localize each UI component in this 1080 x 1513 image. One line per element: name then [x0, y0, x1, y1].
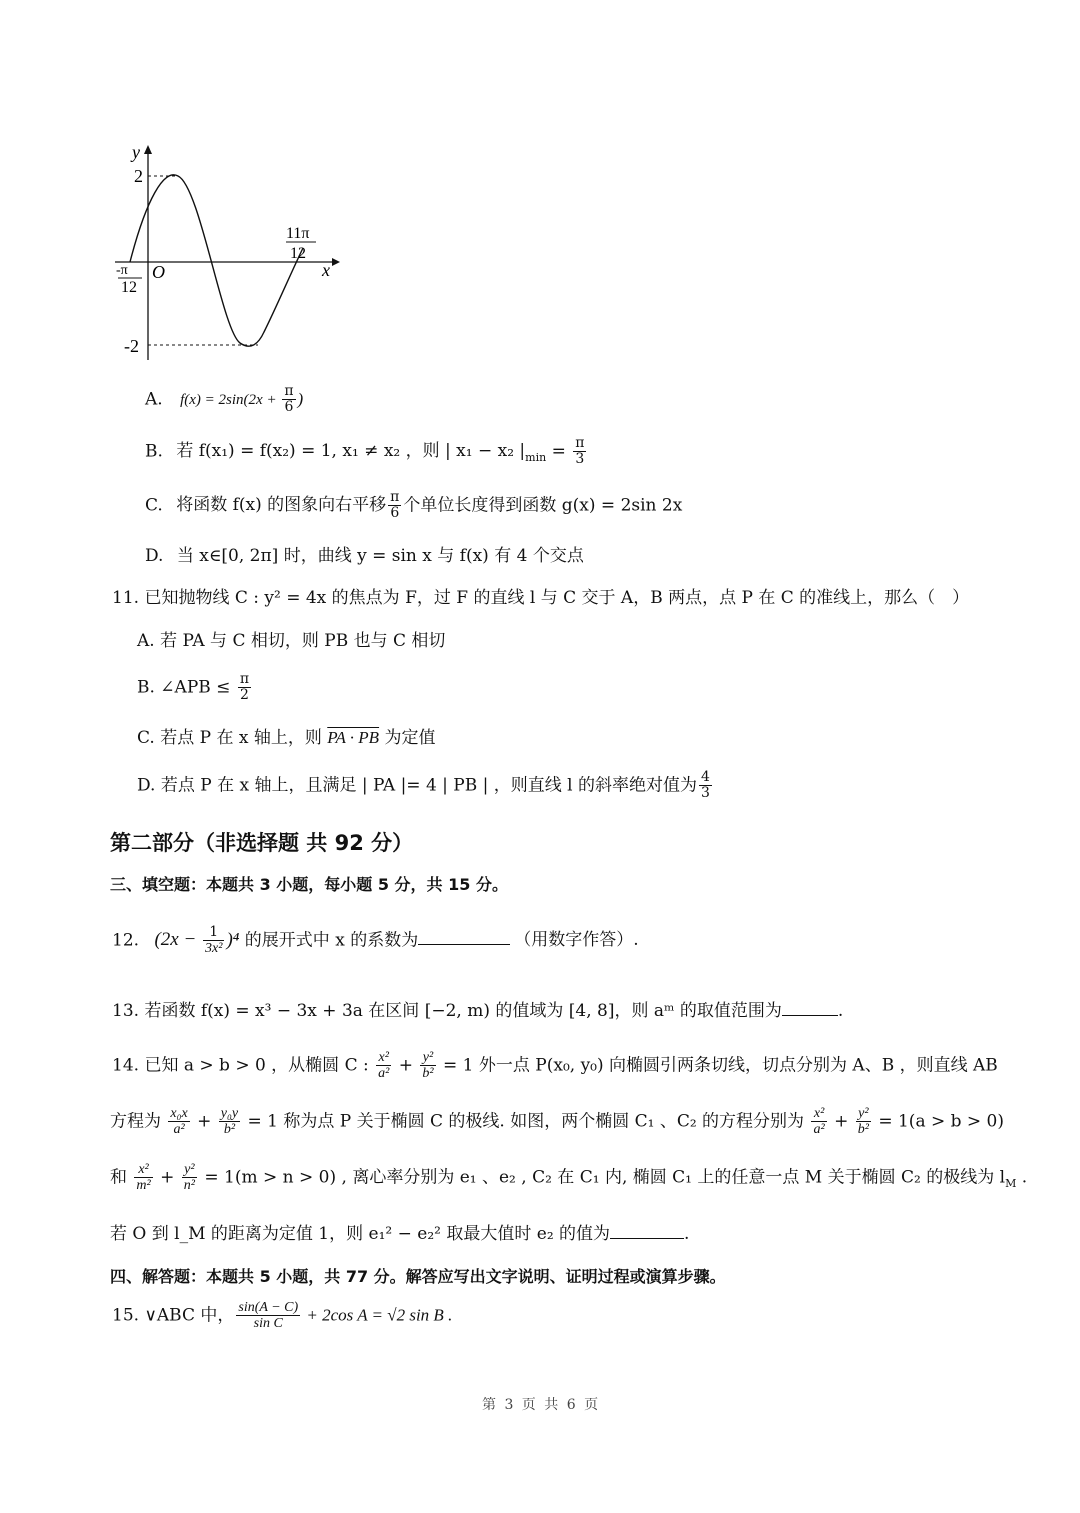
q14-frac-y0y: $\frac{\text{y₀y}}{\text{b²}}$: [220, 1106, 239, 1138]
left-root-label-num: -π: [116, 263, 128, 278]
y-axis-label: y: [132, 142, 140, 162]
right-root-label-num: 11π: [286, 225, 310, 242]
q10-option-c-frac-den: 6: [390, 505, 400, 522]
x-axis-label: x: [322, 260, 330, 280]
q12-expr-pre: (2x −: [154, 929, 202, 951]
q10-option-c-prefix: C.: [145, 495, 163, 516]
q11-option-a: A. 若 PA 与 C 相切，则 PB 也与 C 相切: [137, 631, 446, 651]
q15: [112, 1300, 452, 1332]
section3-heading: 三、填空题：本题共 3 小题，每小题 5 分，共 15 分。: [110, 875, 508, 894]
y-max-label: 2: [134, 166, 143, 186]
sine-graph: [110, 140, 350, 370]
q14-frac-y2b2: $\frac{\text{y²}}{\text{b²}}$: [422, 1050, 434, 1082]
q14-line2-a: 方程为: [110, 1111, 167, 1132]
q10-option-a-frac-den: 6: [284, 399, 294, 416]
q11-option-c-text1: C. 若点 P 在 x 轴上，则: [137, 728, 328, 748]
q11-option-b-frac-den: 2: [239, 687, 249, 704]
q10-option-a-frac-num: π: [284, 383, 294, 399]
left-root-label-den: 12: [121, 279, 137, 296]
q15-frac-den: sin C: [253, 1316, 283, 1332]
q10-option-b: [145, 436, 588, 468]
q14-frac-x2a2: $\frac{\text{x²}}{\text{a²}}$: [378, 1050, 390, 1082]
q11-option-d-text: D. 若点 P 在 x 轴上，且满足 | PA |= 4 | PB | ，则直线 l 的斜率绝对值为: [137, 775, 698, 796]
q11-option-d-frac-num: 4: [701, 769, 710, 785]
q12-frac: [203, 925, 224, 957]
q10-option-d: [145, 545, 584, 567]
q11-option-d: [137, 770, 714, 802]
q10-option-a-prefix: A.: [145, 389, 163, 410]
section4-heading: 四、解答题：本题共 5 小题，共 77 分。解答应写出文字说明、证明过程或演算步骤。: [110, 1267, 726, 1286]
q10-option-c-text2: 个单位长度得到函数 g(x) = 2sin 2x: [403, 495, 683, 516]
q15-text: + 2cos A = √2 sin B .: [302, 1305, 453, 1325]
x-axis-arrow: [332, 258, 340, 266]
origin-label: O: [152, 262, 165, 282]
q12-frac-num: 1: [203, 925, 224, 941]
part2-title: 第二部分（非选择题 共 92 分）: [110, 831, 414, 855]
q14-frac-c1-y: $\frac{\text{y²}}{\text{b²}}$: [857, 1106, 869, 1138]
q10-option-a-text: f(x) = 2sin(2x +: [180, 392, 281, 409]
q14-line1-a: 14. 已知 a > b > 0 ，从椭圆 C :: [112, 1055, 375, 1076]
q12-answer-blank[interactable]: [418, 930, 510, 945]
q12-number: 12.: [112, 930, 140, 951]
q14-line3-a: 和: [110, 1167, 133, 1188]
q13-answer-blank[interactable]: [782, 1001, 838, 1016]
q15-frac: [236, 1300, 300, 1332]
q15-frac-num: sin(A − C): [238, 1300, 299, 1315]
q11-option-b: [137, 672, 253, 704]
q14-answer-blank[interactable]: [610, 1224, 684, 1239]
q12-text: 的展开式中 x 的系数为: [239, 930, 419, 951]
q14-line4-suffix: .: [684, 1224, 690, 1244]
q12-frac-den: 3x²: [205, 941, 223, 957]
page-footer: 第 3 页 共 6 页: [482, 1397, 601, 1413]
q14-line2: 方程为 $\frac{\text{x₀x}}{\text{a²}}$ + $\frac{\text{y₀y}}{\text{b²}}$ = 1 称为点 P 关于椭圆 C 的极线. 如图，两个椭圆 C₁ 、C₂ 的方程分别为 $\frac{\text{x²}}{\text{a²}}$ + $\frac{\text{y²}}{\text{b²}}$ = 1(a > b > 0): [110, 1106, 1005, 1138]
q14-line4: [110, 1223, 689, 1245]
q11-option-c: [137, 727, 435, 749]
q15-prefix: 15. ∨ABC 中，: [112, 1305, 235, 1326]
sine-curve: [130, 175, 303, 346]
q14-line2-c: = 1(a > b > 0): [872, 1111, 1005, 1132]
right-root-label-den: 12: [290, 245, 306, 262]
q10-option-b-frac-den: 3: [575, 451, 585, 468]
q12: [112, 925, 639, 957]
q10-option-c-frac-num: π: [390, 489, 400, 505]
q10-option-b-frac-num: π: [575, 435, 585, 451]
q10-option-a-frac: [282, 384, 295, 416]
q14-line3-sub: M: [1005, 1176, 1017, 1190]
q11-option-b-frac-num: π: [239, 671, 250, 687]
q14-frac-c2-y: $\frac{\text{y²}}{\text{n²}}$: [183, 1162, 195, 1194]
q10-option-d-prefix: D.: [145, 546, 164, 566]
q11-stem: 11. 已知抛物线 C : y² = 4x 的焦点为 F，过 F 的直线 l 与 C 交于 A，B 两点，点 P 在 C 的准线上，那么（ ）: [112, 588, 970, 608]
q10-option-a-close: ): [297, 389, 304, 409]
q10-option-b-text: 若 f(x₁) = f(x₂) = 1, x₁ ≠ x₂ ，则 | x₁ − x₂ |: [176, 441, 526, 462]
q10-option-c: [145, 490, 682, 522]
q14-frac-c2-x: $\frac{\text{x²}}{\text{m²}}$: [136, 1162, 151, 1194]
q12-suffix: （用数字作答）.: [514, 930, 639, 951]
q10-option-d-text: 当 x∈[0, 2π] 时，曲线 y = sin x 与 f(x) 有 4 个交点: [176, 546, 584, 566]
q14-line2-b: = 1 称为点 P 关于椭圆 C 的极线. 如图，两个椭圆 C₁ 、C₂ 的方程分别为: [242, 1111, 810, 1132]
q10-option-c-text1: 将函数 f(x) 的图象向右平移: [176, 495, 387, 516]
q13-text: 13. 若函数 f(x) = x³ − 3x + 3a 在区间 [−2, m) 的值域为 [4, 8]，则 aᵐ 的取值范围为: [112, 1001, 782, 1021]
q10-option-a: [145, 384, 303, 416]
q14-frac-c1-x: $\frac{\text{x²}}{\text{a²}}$: [813, 1106, 825, 1138]
q12-expr-post: )⁴: [226, 929, 240, 951]
q11-option-d-frac: [699, 770, 712, 802]
q14-line3-b: = 1(m > n > 0) , 离心率分别为 e₁ 、e₂ , C₂ 在 C₁ 内, 椭圆 C₁ 上的任意一点 M 关于椭圆 C₂ 的极线为 l: [198, 1167, 1006, 1188]
q11-option-b-text: B. ∠APB ≤: [137, 677, 236, 698]
q10-option-c-frac: [388, 490, 401, 522]
q10-option-b-frac: [573, 436, 586, 468]
q14-line4-text: 若 O 到 l_M 的距离为定值 1，则 e₁² − e₂² 取最大值时 e₂ 的值为: [110, 1224, 611, 1244]
q10-option-b-prefix: B.: [145, 441, 163, 462]
q14-line1-b: = 1 外一点 P(x₀, y₀) 向椭圆引两条切线，切点分别为 A、B ，则直线 AB: [437, 1055, 998, 1076]
q10-option-b-sub: min: [525, 450, 547, 464]
q11-option-d-frac-den: 3: [701, 785, 710, 802]
q11-option-c-vector: PA · PB: [327, 728, 380, 747]
q13-suffix: .: [837, 1001, 844, 1021]
q13: [112, 1000, 843, 1022]
q14-line1: 14. 已知 a > b > 0 ，从椭圆 C : $\frac{\text{x²}}{\text{a²}}$ + $\frac{\text{y²}}{\text{b²}}$ = 1 外一点 P(x₀, y₀) 向椭圆引两条切线，切点分别为 A、B ，则直线 AB: [112, 1050, 998, 1082]
q14-frac-x0x: $\frac{\text{x₀x}}{\text{a²}}$: [170, 1106, 188, 1138]
q11-option-b-frac: [238, 672, 251, 704]
q10-option-b-eq: =: [546, 441, 572, 462]
y-axis-arrow: [144, 145, 152, 154]
q11-option-c-text2: 为定值: [379, 728, 436, 748]
q14-line3: 和 $\frac{\text{x²}}{\text{m²}}$ + $\frac{\text{y²}}{\text{n²}}$ = 1(m > n > 0) , 离心率分别为 e₁ 、e₂ , C₂ 在 C₁ 内, 椭圆 C₁ 上的任意一点 M 关于椭圆 C₂ 的极线为 $l_M$ .: [110, 1162, 1028, 1194]
y-min-label: -2: [124, 336, 139, 356]
q14-line3-end: .: [1016, 1167, 1028, 1188]
